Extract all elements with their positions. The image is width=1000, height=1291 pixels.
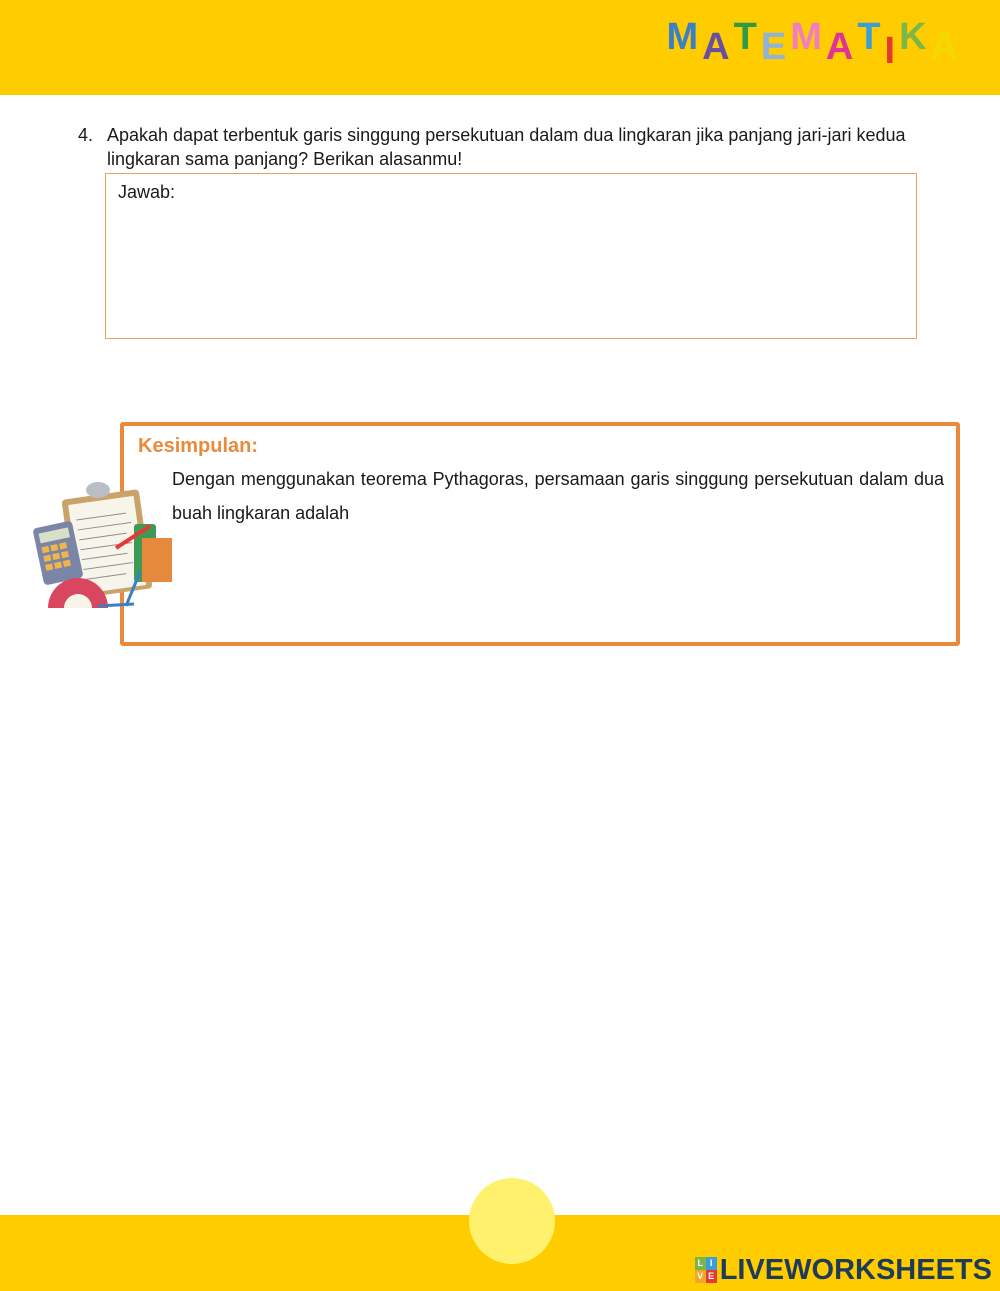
- answer-label: Jawab:: [118, 182, 176, 202]
- logo-letter: A: [825, 26, 854, 68]
- question-number: 4.: [78, 125, 94, 145]
- header-band: [0, 0, 1000, 95]
- logo-letter: M: [790, 16, 822, 58]
- conclusion-title: Kesimpulan:: [138, 435, 259, 457]
- logo-letter: M: [666, 16, 699, 58]
- lw-icon-letter: L: [695, 1257, 706, 1270]
- conclusion-box: [120, 422, 960, 646]
- liveworksheets-icon: [695, 1257, 717, 1283]
- matematika-logo: [666, 16, 962, 72]
- logo-letter: A: [702, 26, 730, 68]
- lw-icon-letter: V: [695, 1270, 706, 1283]
- logo-letter: T: [733, 16, 757, 58]
- logo-letter: K: [899, 16, 927, 58]
- liveworksheets-brand: LIVEWORKSHEETS: [719, 1253, 992, 1286]
- logo-letter: I: [884, 30, 896, 72]
- page-number-circle: [469, 1178, 555, 1264]
- question-text: Apakah dapat terbentuk garis singgung persekutuan dalam dua lingkaran jika panjang jari-jari kedua lingkaran sama panjang? Berikan alasanmu!: [107, 125, 906, 169]
- liveworksheets-logo[interactable]: [695, 1253, 992, 1287]
- logo-letter: A: [930, 26, 958, 68]
- lw-icon-letter: E: [706, 1270, 717, 1283]
- logo-letter: E: [760, 26, 787, 68]
- logo-letter: T: [857, 16, 881, 58]
- math-tools-clipart: [30, 476, 175, 621]
- lw-icon-letter: I: [706, 1257, 717, 1270]
- conclusion-text: Dengan menggunakan teorema Pythagoras, persamaan garis singgung persekutuan dalam dua buah lingkaran adalah: [172, 469, 944, 523]
- answer-input-box[interactable]: [105, 173, 917, 339]
